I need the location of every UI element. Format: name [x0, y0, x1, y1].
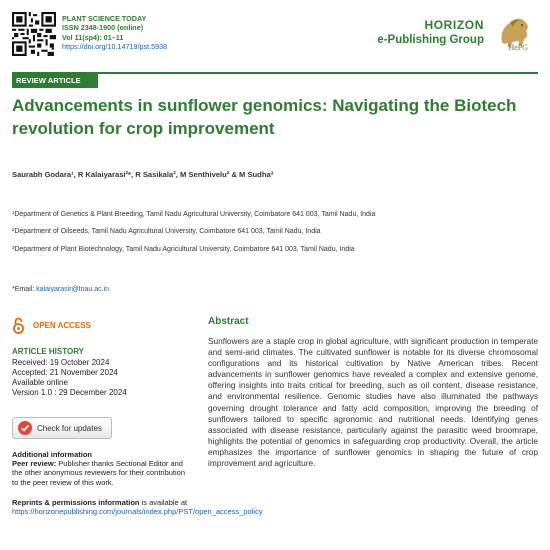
check-for-updates-label: Check for updates — [37, 423, 102, 433]
accepted-date: Accepted: 21 November 2024 — [12, 368, 118, 377]
doi-link[interactable]: https://doi.org/10.14719/pst.5938 — [62, 42, 168, 52]
reprints-label: Reprints & permissions information — [12, 498, 140, 507]
open-access-badge — [12, 316, 91, 334]
abstract-title: Abstract — [208, 316, 249, 327]
journal-volume: Vol 11(sp4): 01–11 — [62, 32, 124, 42]
article-title: Advancements in sunflower genomics: Navigating the Biotech revolution for crop improvement — [12, 96, 517, 138]
hepg-logo-text: HePG — [508, 43, 528, 52]
reprints-permissions — [12, 498, 263, 517]
article-history-title: ARTICLE HISTORY — [12, 347, 85, 356]
journal-info — [62, 14, 167, 52]
reprints-link[interactable]: https://horizonepublishing.com/journals/index.php/PST/open_access_policy — [12, 507, 263, 517]
journal-issn: ISSN 2348-1900 (online) — [62, 23, 144, 33]
corresponding-email — [12, 286, 109, 293]
additional-info-title: Additional information — [12, 450, 92, 459]
open-access-label: OPEN ACCESS — [33, 320, 91, 330]
affiliation-3: ³Department of Plant Biotechnology, Tamil Nadu Agricultural University, Coimbatore 641 003, Tamil Nadu, India — [12, 246, 355, 253]
additional-information — [12, 450, 192, 487]
publisher-line2: e-Publishing Group — [377, 34, 484, 46]
received-date: Received: 19 October 2024 — [12, 358, 110, 367]
available-online: Available online — [12, 378, 68, 387]
publisher-line1: HORIZON — [424, 18, 484, 32]
affiliation-1: ¹Department of Genetics & Plant Breeding, Tamil Nadu Agricultural University, Coimbatore 641 003, Tamil Nadu, India — [12, 211, 376, 218]
article-history — [12, 347, 192, 398]
affiliation-2: ²Department of Oilseeds, Tamil Nadu Agricultural University, Coimbatore 641 003, Tamil Nadu, India — [12, 228, 321, 235]
abstract-body: Sunflowers are a staple crop in global agriculture, with significant production in temperate and semi-arid climates. The cultivated sunflower is notable for its diverse chromosomal configurations and its historical cultivation by Native American tribes. Recent advancements in sunflower genomics have revealed a complex and extensive genome, offering insights into traits critical for breeding, such as oil content, disease resistance, and environmental resilience. Genomic studies have also illuminated the pathways governing drought tolerance and fatty acid composition, improving the breeding of sunflowers tailored to specific agronomic and nutritional needs. Identifying genes associated with disease resistance, particularly against the parasitic weed broomrape, highlights the potential of genomics in safeguarding crop productivity. Overall, the article emphasizes the importance of sunflower genomics in shaping the future of crop improvement and agriculture. — [208, 336, 538, 469]
journal-name: PLANT SCIENCE TODAY — [62, 14, 147, 23]
authors-line: Saurabh Godara¹, R Kalaiyarasi²*, R Sasikala², M Senthivelu² & M Sudha³ — [12, 170, 274, 179]
article-type-badge: REVIEW ARTICLE — [12, 73, 98, 88]
peer-review-text: Publisher thanks Sectional Editor and the other anonymous reviewers for their contribution to the peer review of this work. — [12, 459, 186, 487]
publisher-name — [377, 18, 484, 46]
check-for-updates-icon — [17, 420, 33, 436]
open-access-lock-icon — [12, 317, 25, 334]
peer-review-label: Peer review: — [12, 459, 57, 469]
reprints-text: is available at — [141, 498, 188, 507]
qr-code-icon — [12, 12, 56, 56]
email-link[interactable]: kalaiyarasir@tnau.ac.in — [36, 286, 110, 293]
email-label: *Email: — [12, 286, 35, 293]
version-date: Version 1.0 : 29 December 2024 — [12, 388, 127, 397]
check-for-updates-button[interactable] — [12, 417, 112, 439]
